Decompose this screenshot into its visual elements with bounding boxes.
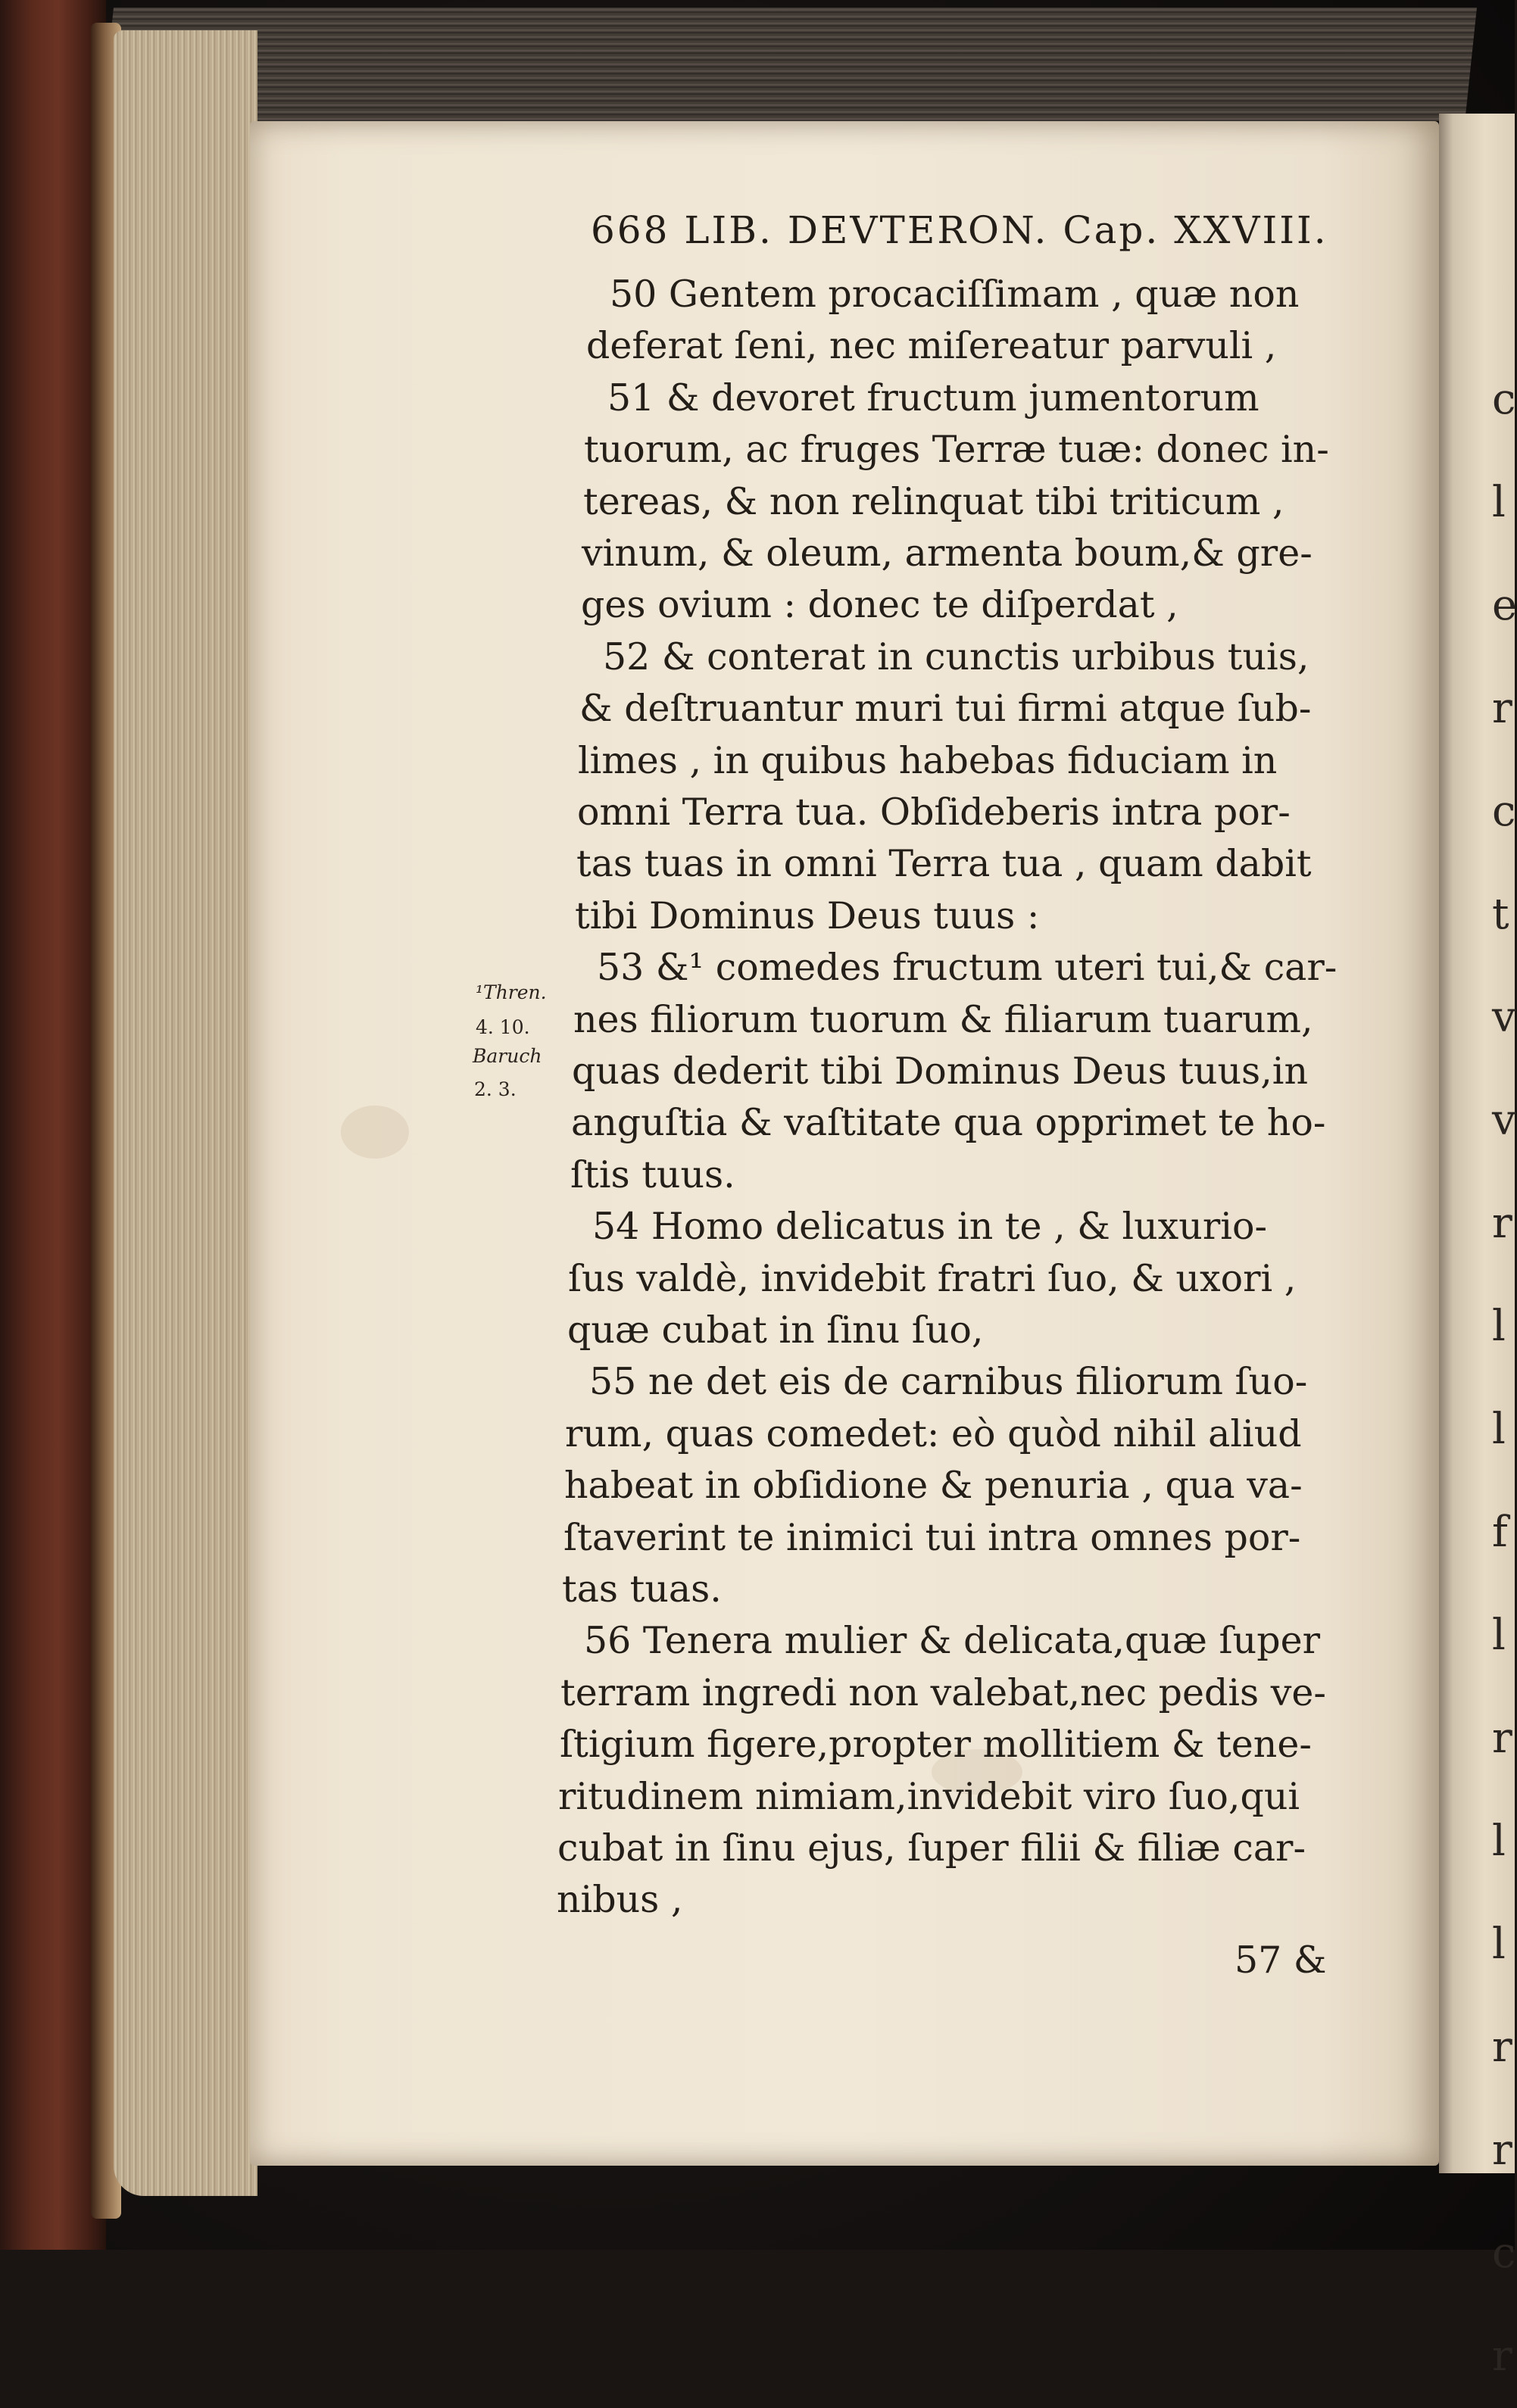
margin-note: ¹Thren. [476, 981, 547, 1003]
text-line: tas tuas. [562, 1567, 722, 1611]
text-line: 53 &¹ comedes fructum uteri tui,& car- [597, 946, 1338, 989]
facing-page-letter: r [1492, 2023, 1512, 2072]
running-head: 668 LIB. DEVTERON. Cap. XXVIII. [591, 208, 1328, 252]
facing-page-letter: l [1492, 1920, 1506, 1969]
text-line: 56 Tenera mulier & delicata,quæ ſuper [584, 1619, 1321, 1662]
text-line: ges ovium : donec te diſperdat , [581, 583, 1178, 626]
facing-page-letter: l [1492, 1405, 1506, 1454]
text-line: ſtis tuus. [570, 1153, 735, 1196]
text-line: nibus , [557, 1878, 683, 1921]
text-line: 51 & devoret fructum jumentorum [607, 376, 1259, 420]
text-line: ſtigium figere,propter mollitiem & tene- [560, 1723, 1312, 1766]
margin-note: 4. 10. [476, 1016, 530, 1038]
text-line: limes , in quibus habebas fiduciam in [578, 739, 1278, 782]
text-line: 50 Gentem procaciſſimam , quæ non [610, 273, 1300, 316]
facing-page-letter: l [1492, 1302, 1506, 1351]
facing-page-text [1492, 348, 1517, 2408]
text-line: 54 Homo delicatus in te , & luxurio- [592, 1205, 1268, 1248]
text-line: omni Terra tua. Obſideberis intra por- [577, 791, 1291, 834]
text-line: ſus valdè, invidebit fratri ſuo, & uxori , [568, 1257, 1297, 1300]
margin-note: Baruch [473, 1045, 542, 1067]
text-line: 52 & conterat in cunctis urbibus tuis, [603, 635, 1309, 678]
text-line: vinum, & oleum, armenta boum,& gre- [582, 532, 1313, 575]
text-line: tas tuas in omni Terra tua , quam dabit [576, 842, 1312, 885]
facing-page-letter: v [1492, 1096, 1516, 1145]
text-line: terram ingredi non valebat,nec pedis ve- [560, 1671, 1326, 1714]
text-line: 55 ne det eis de carnibus filiorum ſuo- [589, 1360, 1308, 1403]
text-line: tuorum, ac fruges Terræ tuæ: donec in- [584, 428, 1329, 471]
text-line: deferat ſeni, nec miſereatur parvuli , [586, 324, 1277, 367]
text-line: quæ cubat in ſinu ſuo, [567, 1308, 984, 1352]
facing-page-letter: e [1492, 581, 1517, 630]
page-block-edge [114, 30, 258, 2196]
margin-note: 2. 3. [474, 1078, 517, 1100]
catchword: 57 & [1235, 1939, 1327, 1982]
facing-page-letter: r [1492, 1199, 1512, 1248]
facing-page-letter: f [1492, 1508, 1508, 1557]
facing-page-letter: r [1492, 1714, 1512, 1763]
text-line: & deſtruantur muri tui firmi atque ſub- [579, 687, 1312, 730]
text-line: anguſtia & vaſtitate qua opprimet te ho- [571, 1101, 1326, 1144]
facing-page-letter: l [1492, 478, 1506, 527]
foxing-stain [341, 1106, 409, 1159]
facing-page-letter: l [1492, 1817, 1506, 1866]
book-cover [0, 0, 106, 2250]
text-line: tibi Dominus Deus tuus : [575, 894, 1040, 937]
text-line: ſtaverint te inimici tui intra omnes por- [563, 1516, 1301, 1559]
text-line: rum, quas comedet: eò quòd nihil aliud [565, 1412, 1302, 1455]
text-line: quas dederit tibi Dominus Deus tuus,in [572, 1050, 1309, 1093]
text-line: nes filiorum tuorum & filiarum tuarum, [573, 998, 1313, 1041]
facing-page-letter: r [1492, 2332, 1512, 2381]
facing-page-letter: v [1492, 993, 1516, 1042]
text-line: cubat in ſinu ejus, ſuper filii & filiæ car- [557, 1826, 1306, 1870]
text-line: habeat in obſidione & penuria , qua va- [564, 1464, 1303, 1507]
text-line: ritudinem nimiam,invidebit viro ſuo,qui [558, 1775, 1300, 1818]
facing-page-letter: t [1492, 890, 1509, 939]
facing-page-letter: c [1492, 375, 1516, 424]
facing-page-letter: c [1492, 2229, 1516, 2278]
facing-page-letter: r [1492, 684, 1512, 733]
text-line: tereas, & non relinquat tibi triticum , [583, 480, 1284, 523]
facing-page-letter: l [1492, 1611, 1506, 1660]
page-block-top [101, 8, 1477, 121]
facing-page-letter: c [1492, 787, 1516, 836]
facing-page-letter: r [1492, 2126, 1512, 2175]
